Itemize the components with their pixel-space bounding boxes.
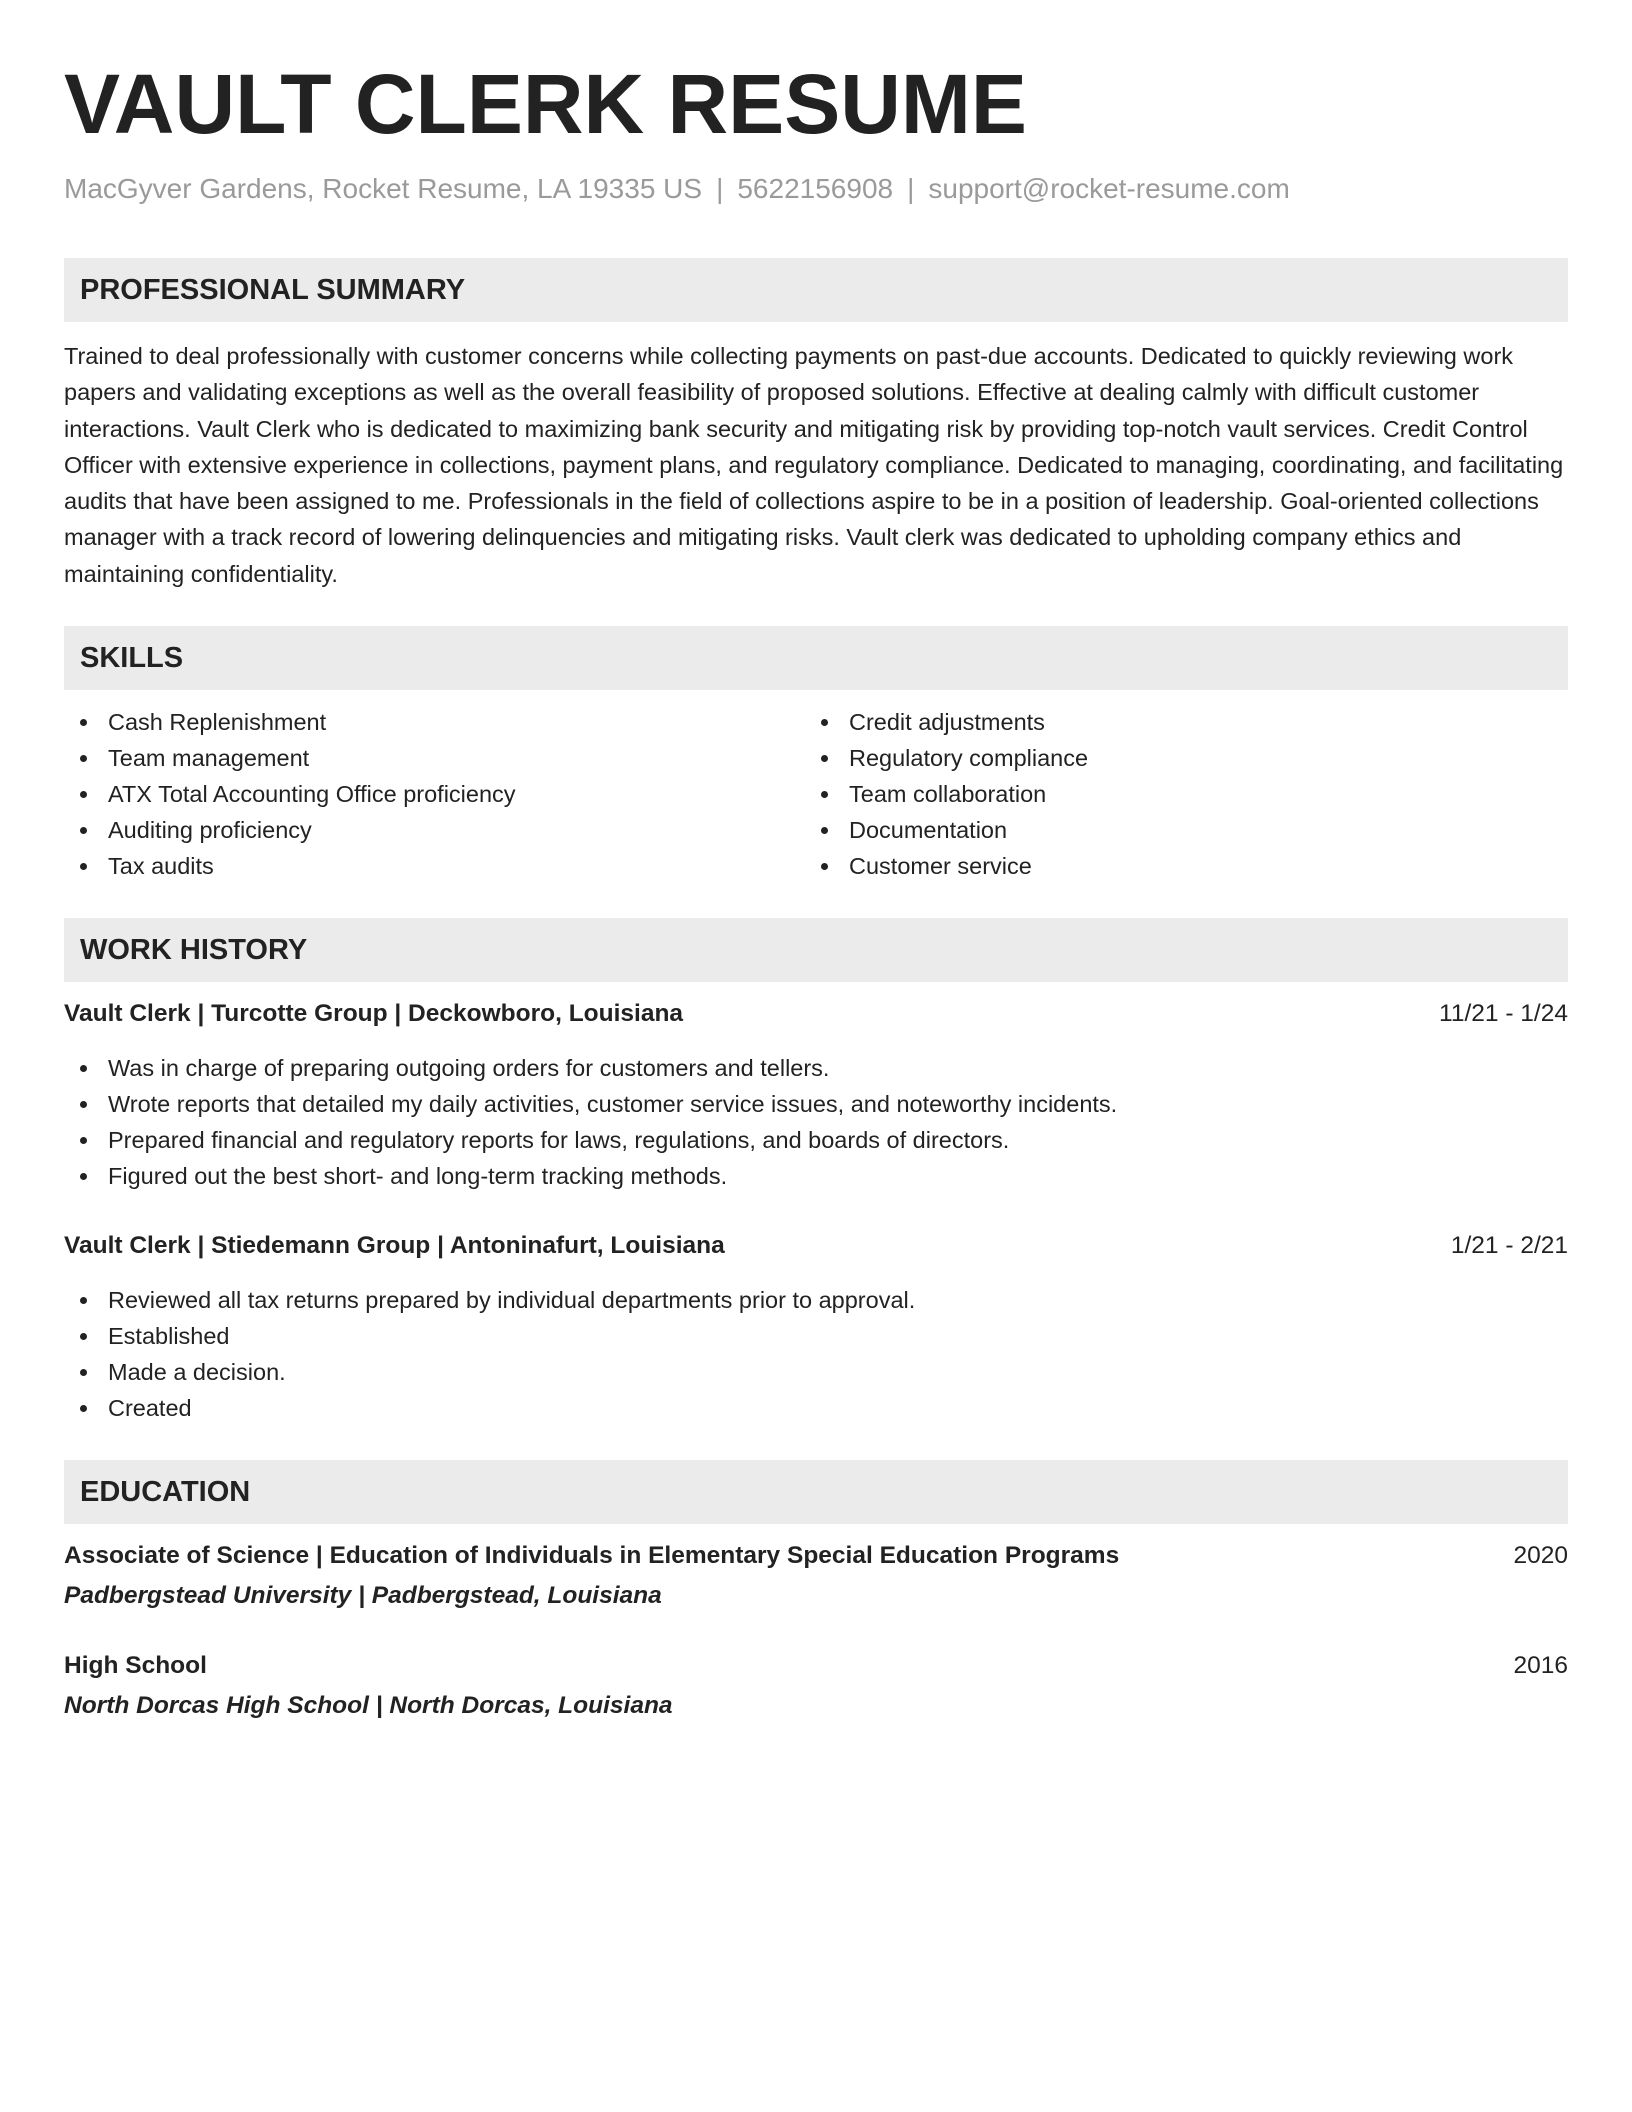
job-bullet <box>64 1318 1568 1354</box>
skills-column-left <box>64 704 805 884</box>
skill-label: Regulatory compliance <box>849 745 1089 772</box>
section-header-summary: PROFESSIONAL SUMMARY <box>64 258 1568 322</box>
bullet-icon <box>80 827 87 834</box>
education-entry <box>64 1648 1568 1724</box>
skill-item <box>805 776 1546 812</box>
skill-label: Team management <box>108 745 310 772</box>
job-bullet <box>64 1122 1568 1158</box>
education-degree: High School <box>64 1652 207 1680</box>
bullet-icon <box>80 1369 87 1376</box>
contact-line <box>64 172 1568 206</box>
job-bullet-text: Was in charge of preparing outgoing orders for customers and tellers. <box>108 1055 830 1082</box>
skill-label: Cash Replenishment <box>108 709 327 736</box>
education-school: Padbergstead University | Padbergstead, Louisiana <box>64 1582 662 1610</box>
job-bullet-text: Wrote reports that detailed my daily activities, customer service issues, and noteworthy incidents. <box>108 1091 1118 1118</box>
bullet-icon <box>80 863 87 870</box>
job-entry <box>64 996 1568 1194</box>
job-dates: 1/21 - 2/21 <box>1450 1232 1568 1260</box>
skill-item <box>64 848 805 884</box>
contact-separator: | <box>907 173 915 204</box>
job-bullets <box>64 1050 1568 1194</box>
bullet-icon <box>80 1065 87 1072</box>
education-entry <box>64 1538 1568 1614</box>
skill-item <box>64 812 805 848</box>
bullet-icon <box>80 791 87 798</box>
job-bullet-text: Created <box>108 1395 192 1422</box>
job-bullet <box>64 1086 1568 1122</box>
skills-column-right <box>805 704 1546 884</box>
bullet-icon <box>80 1297 87 1304</box>
job-header <box>64 1228 1568 1264</box>
contact-email: support@rocket-resume.com <box>928 173 1290 204</box>
skills-grid <box>64 704 1568 884</box>
bullet-icon <box>80 1137 87 1144</box>
skill-label: Auditing proficiency <box>108 817 312 844</box>
skill-label: Credit adjustments <box>849 709 1045 736</box>
bullet-icon <box>80 719 87 726</box>
resume-title: VAULT CLERK RESUME <box>64 57 1027 151</box>
job-bullet-text: Prepared financial and regulatory reports for laws, regulations, and boards of directors. <box>108 1127 1010 1154</box>
job-bullet <box>64 1158 1568 1194</box>
bullet-icon <box>821 791 828 798</box>
job-title: Vault Clerk | Turcotte Group | Deckowboro, Louisiana <box>64 1000 684 1028</box>
education-year: 2020 <box>1513 1542 1568 1570</box>
bullet-icon <box>80 1173 87 1180</box>
bullet-icon <box>821 755 828 762</box>
skill-item <box>805 812 1546 848</box>
education-header <box>64 1538 1568 1574</box>
bullet-icon <box>80 755 87 762</box>
bullet-icon <box>821 863 828 870</box>
job-bullets <box>64 1282 1568 1426</box>
job-bullet <box>64 1390 1568 1426</box>
skill-item <box>805 704 1546 740</box>
education-degree: Associate of Science | Education of Individuals in Elementary Special Education Programs <box>64 1542 1120 1570</box>
education-year: 2016 <box>1513 1652 1568 1680</box>
job-title: Vault Clerk | Stiedemann Group | Antoninafurt, Louisiana <box>64 1232 725 1260</box>
summary-paragraph: Trained to deal professionally with customer concerns while collecting payments on past-due accounts. Dedicated to quickly reviewing work papers and validating exceptions as well as the overall feasibility of proposed solutions. Effective at dealing calmly with difficult customer interactions. Vault Clerk who is dedicated to maximizing bank security and mitigating risk by providing top-notch vault services. Credit Control Officer with extensive experience in collections, payment plans, and regulatory compliance. Dedicated to managing, coordinating, and facilitating audits that have been assigned to me. Professionals in the field of collections aspire to be in a position of leadership. Goal-oriented collections manager with a track record of lowering delinquencies and mitigating risks. Vault clerk was dedicated to upholding company ethics and maintaining confidentiality. <box>64 343 1564 587</box>
job-bullet-text: Made a decision. <box>108 1359 286 1386</box>
skill-label: Customer service <box>849 853 1032 880</box>
skill-item <box>805 740 1546 776</box>
education-school: North Dorcas High School | North Dorcas, Louisiana <box>64 1692 673 1720</box>
section-header-work-history: WORK HISTORY <box>64 918 1568 982</box>
skill-item <box>805 848 1546 884</box>
bullet-icon <box>80 1101 87 1108</box>
skill-item <box>64 776 805 812</box>
skill-label: Documentation <box>849 817 1008 844</box>
bullet-icon <box>821 719 828 726</box>
job-bullet <box>64 1050 1568 1086</box>
contact-separator: | <box>716 173 724 204</box>
skill-item <box>64 740 805 776</box>
contact-address: MacGyver Gardens, Rocket Resume, LA 19335 US <box>64 173 703 204</box>
skill-label: Tax audits <box>108 853 214 880</box>
job-bullet-text: Reviewed all tax returns prepared by individual departments prior to approval. <box>108 1287 916 1314</box>
job-entry <box>64 1228 1568 1426</box>
skill-item <box>64 704 805 740</box>
skill-label: Team collaboration <box>849 781 1047 808</box>
job-bullet <box>64 1282 1568 1318</box>
bullet-icon <box>821 827 828 834</box>
contact-phone: 5622156908 <box>737 173 894 204</box>
bullet-icon <box>80 1333 87 1340</box>
education-header <box>64 1648 1568 1684</box>
skill-label: ATX Total Accounting Office proficiency <box>108 781 516 808</box>
section-header-skills: SKILLS <box>64 626 1568 690</box>
section-header-education: EDUCATION <box>64 1460 1568 1524</box>
job-dates: 11/21 - 1/24 <box>1439 1000 1568 1028</box>
job-bullet <box>64 1354 1568 1390</box>
job-bullet-text: Figured out the best short- and long-term tracking methods. <box>108 1163 728 1190</box>
bullet-icon <box>80 1405 87 1412</box>
job-bullet-text: Established <box>108 1323 230 1350</box>
job-header <box>64 996 1568 1032</box>
